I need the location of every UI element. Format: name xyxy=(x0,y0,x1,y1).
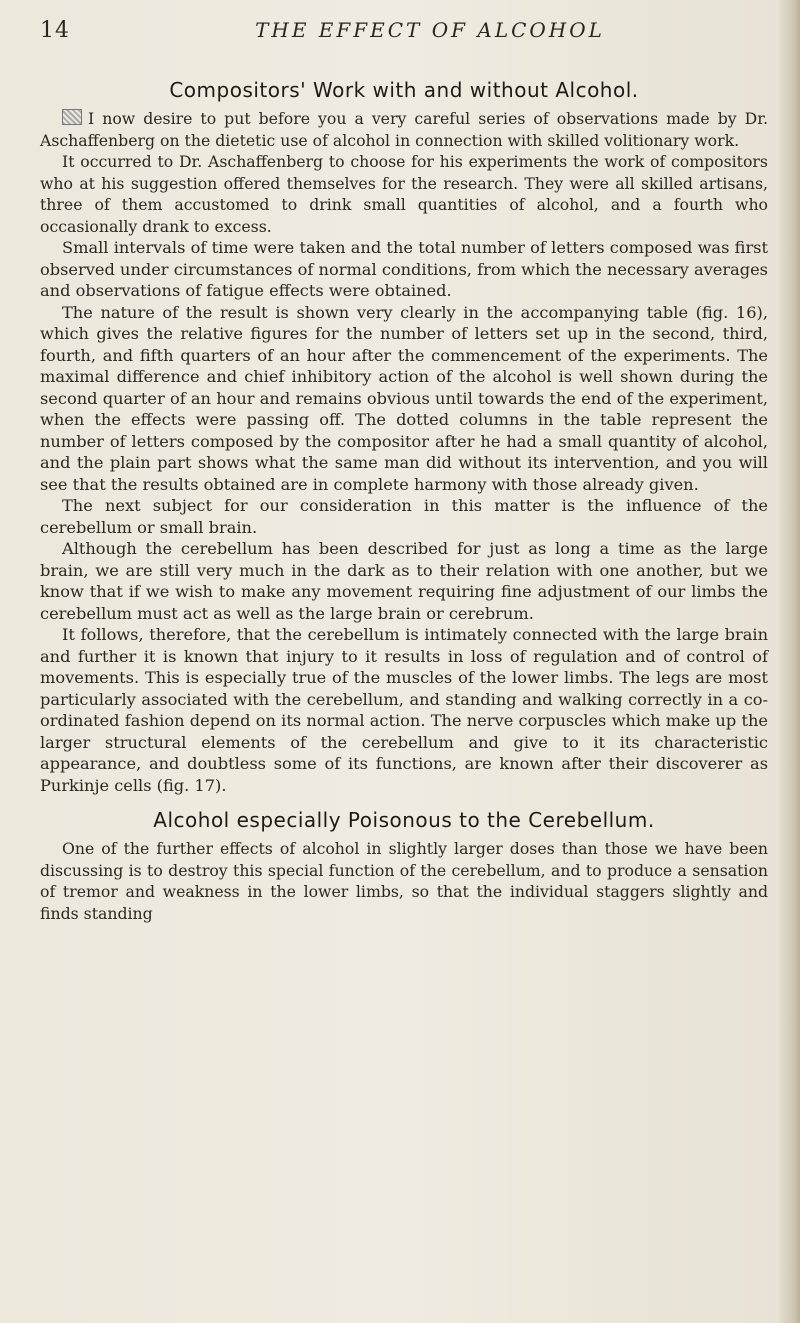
paragraph: The next subject for our consideration in this matter is the influence of the cerebellum or small brain. xyxy=(40,496,768,537)
paragraph: Small intervals of time were taken and the total number of letters composed was first observed under circumstances of normal conditions, from which the necessary averages and observations of fatigue effects were obtained. xyxy=(40,238,768,300)
decorative-initial-icon xyxy=(62,109,82,125)
paragraph: Although the cerebellum has been described for just as long a time as the large brain, we are still very much in the dark as to their relation with one another, but we know that if we wish to make any movement requiring fine adjustment of our limbs the cerebellum must act as well as the large brain or cerebrum. xyxy=(40,539,768,623)
paragraph: The nature of the result is shown very clearly in the accompanying table (fig. 16), which gives the relative figures for the number of letters set up in the second, third, fourth, and fifth quarters of an hour after the commencement of the experiments. The maximal difference and chief inhibitory action of the alcohol is well shown during the second quarter of an hour and remains obvious until towards the end of the experiment, when the effects were passing off. The dotted columns in the table represent the number of letters composed by the compositor after he had a small quantity of alcohol, and the plain part shows what the same man did without its intervention, and you will see that the results obtained are in complete harmony with those already given. xyxy=(40,302,768,494)
paragraph xyxy=(40,108,768,151)
page-number: 14 xyxy=(40,18,70,43)
section-heading-cerebellum: Alcohol especially Poisonous to the Cerebellum. xyxy=(153,808,655,832)
section-heading-compositors: Compositors' Work with and without Alcohol. xyxy=(169,78,639,102)
paragraph: It follows, therefore, that the cerebellum is intimately connected with the large brain and further it is known that injury to it results in loss of regulation and of control of movements. This is especially true of the muscles of the lower limbs. The legs are most particularly associated with the cerebellum, and standing and walking correctly in a co-ordinated fashion depend on its normal action. The nerve corpuscles which make up the larger structural elements of the cerebellum and give to it its characteristic appearance, and doubtless some of its functions, are known after their discoverer as Purkinje cells (fig. 17). xyxy=(40,625,768,795)
page-header xyxy=(40,14,760,50)
paragraph-text: I now desire to put before you a very careful series of observations made by Dr. Aschaffenberg on the dietetic use of alcohol in connection with skilled volitionary work. xyxy=(40,109,768,150)
paragraph: One of the further effects of alcohol in slightly larger doses than those we have been discussing is to destroy this special function of the cerebellum, and to produce a sensation of tremor and weakness in the lower limbs, so that the individual staggers slightly and finds standing xyxy=(40,839,768,923)
page-spine-shadow xyxy=(778,0,800,1323)
paragraph: It occurred to Dr. Aschaffenberg to choose for his experiments the work of compositors who at his suggestion offered themselves for the research. They were all skilled artisans, three of them accustomed to drink small quantities of alcohol, and a fourth who occasionally drank to excess. xyxy=(40,152,768,236)
running-title: THE EFFECT OF ALCOHOL xyxy=(255,18,605,42)
page-body xyxy=(40,78,768,924)
